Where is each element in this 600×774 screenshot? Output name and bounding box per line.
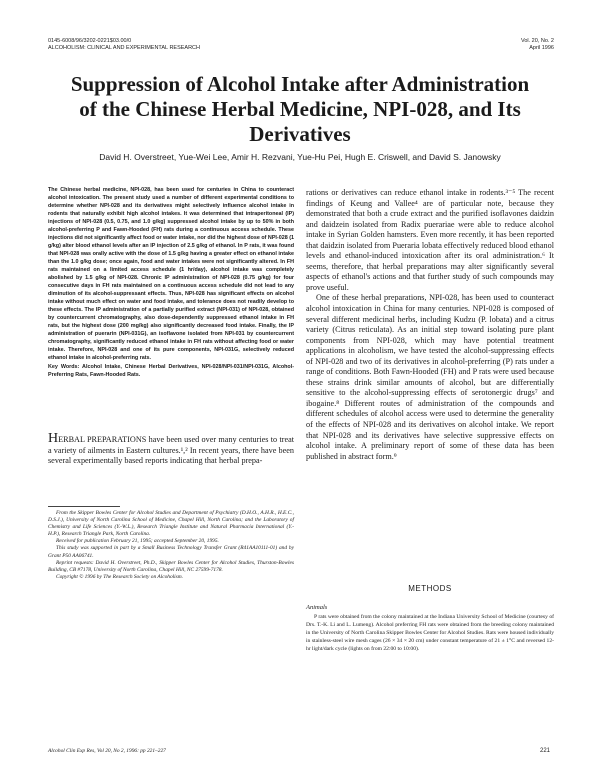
methods-section <box>306 613 554 653</box>
header-left <box>48 38 200 52</box>
intro-smallcaps: ERBAL PREPARATIONS <box>58 435 147 444</box>
citation-footer: Alcohol Clin Exp Res, Vol 20, No 2, 1996: pp 221–227 <box>48 748 166 754</box>
author-list: David H. Overstreet, Yue-Wei Lee, Amir H. Rezvani, Yue-Hu Pei, Hugh E. Criswell, and David S. Janowsky <box>99 152 501 162</box>
header-right <box>460 38 554 52</box>
footnote-affiliations: From the Skipper Bowles Center for Alcohol Studies and Department of Psychiatry (D.H.O., A.H.R., H.E.C., D.S.J.), University of North Carolina School of Medicine, Chapel Hill, North Carolina; and the Laboratory of Chemistry and Life Sciences (Y.-W.L.), Research Triangle Institute and Natural Pharmacia International (Y.-H.P.), Research Triangle Park, North Carolina. <box>48 510 294 538</box>
page-number: 221 <box>540 748 551 754</box>
abstract <box>48 186 294 379</box>
paper-title: Suppression of Alcohol Intake after Administration of the Chinese Herbal Medicine, NPI-028, and Its Derivatives <box>70 72 530 146</box>
animals-heading: Animals <box>306 604 328 611</box>
journal-name: ALCOHOLISM: CLINICAL AND EXPERIMENTAL RESEARCH <box>48 45 200 51</box>
right-paragraph-2: One of these herbal preparations, NPI-028, has been used to counteract alcohol intoxication in China for many centuries. NPI-028 is composed of several different medicinal herbs, including Kudzu (P. lobata) and a citrus variety (Citrus reticulata). As an initial step toward isolating pure plant components from NPI-028, which may have potential treatment applications in alcoholism, we have tested the alcohol-suppressing effects of NPI-028 and two of its derivatives in alcohol-preferring (P) rats under a range of conditions. Both Fawn-Hooded (FH) and P rats were used because these strains drink similar amounts of alcohol, but are differentially sensitive to the alcohol-suppressing effects of serotonergic drugs⁷ and ibogaine.⁸ Different routes of administration of the compounds and different schedules of alcohol access were used to determine the generality of the effects of NPI-028 and its derivatives on alcohol intake. We report that NPI-028 and its derivatives have selective suppressive effects on alcohol intake. A preliminary report of some of these data has been published in abstract form.⁹ <box>306 293 554 461</box>
right-column <box>306 188 554 462</box>
introduction <box>48 431 295 467</box>
keywords: Key Words: Alcohol Intake, Chinese Herbal Derivatives, NPI-028/NPI-031/NPI-031G, Alcohol-Preferring Rats, Fawn-Hooded Rats. <box>48 364 294 378</box>
methods-heading: METHODS <box>408 584 452 593</box>
footnote-reprints: Reprint requests: David H. Overstreet, Ph.D., Skipper Bowles Center for Alcohol Studies, Thurston-Bowles Building, CB #7178, University of North Carolina, Chapel Hill, NC 27599-7178. <box>48 559 294 573</box>
intro-text: have been used over many centuries to treat a variety of ailments in Eastern cultures.¹,² In recent years, there have been several experimentally based reports indicating that herbal prepa- <box>48 435 295 466</box>
footnote-received: Received for publication February 21, 1995; accepted September 20, 1995. <box>56 538 219 545</box>
intro-paragraph <box>48 431 295 467</box>
abstract-text: The Chinese herbal medicine, NPI-028, has been used for centuries in China to counteract alcohol intoxication. The present study used a number of different experimental conditions to determine whether NPI-028 and its derivatives might selectively influence alcohol intake in rodents that naturally exhibit high alcohol intakes. It was determined that intraperitoneal (IP) injections of NPI-028 (0.5, 0.75, and 1.0 g/kg) suppressed alcohol intake by up to 50% in both alcohol-preferring P and Fawn-Hooded (FH) rats during a continuous access schedule. These injections did not significantly affect food or water intake, nor did the highest dose of NPI-028 (1 g/kg) alter blood ethanol levels after an IP injection of 2.5 g/kg of ethanol. In P rats, it was found that NPI-028 was orally active with the dose of 1.5 g/kg having a greater effect on ethanol intake than the 1.0 g/kg dose; once again, food and water intakes were not significantly altered. In FH rats maintained on a limited access schedule (1 hr/day), alcohol intake was completely abolished by 1.5 g/kg of NPI-028. Chronic IP administration of NPI-028 (0.75 g/kg) for four consecutive days in FH rats maintained on a continuous access schedule did not lead to any diminution of its alcohol-suppressant effects. Thus, NPI-028 has significant effects on alcohol intake without much effect on water and food intake, and tolerance does not readily develop to these effects. The IP administration of a partially purified extract (NPI-031) of NPI-028, obtained by countercurrent chromatography, also dose-dependently suppressed ethanol intake in FH rats, but the highest dose (200 mg/kg) also significantly decreased food intake. Finally, the IP administration of puerarin (NPI-031G), an isoflavone isolated from NPI-031 by countercurrent chromatography, significantly reduced ethanol intake in FH rats without affecting food or water intake. Therefore, NPI-028 and one of its pure components, NPI-031G, selectively reduced ethanol intake in alcohol-preferring rats. <box>48 187 294 361</box>
right-paragraph-1: rations or derivatives can reduce ethanol intake in rodents.³⁻⁵ The recent findings of Keung and Vallee⁴ are of particular note, because they demonstrated that both a crude extract and the purified isoflavones daidzin and daidzein isolated from Radix puerariae were able to reduce alcohol intake in Syrian Golden hamsters. Even more recently, it has been reported that daidzin isolated from Pueraria lobata effectively reduced blood ethanol levels and ethanol-induced intoxication after its oral administration.⁶ It seems, therefore, that herbal preparations may alter significantly several aspects of ethanol's actions and that further study of such compounds may prove useful. <box>306 188 554 292</box>
methods-animals-text: P rats were obtained from the colony maintained at the Indiana University School of Medicine (courtesy of Drs. T.-K. Li and L. Lumeng). Alcohol preferring FH rats were obtained from the breeding colony maintained in the University of North Carolina Skipper Bowles Center for Alcohol Studies. Rats were housed individually in stainless-steel wire mesh cages (26 × 34 × 20 cm) under constant temperature of 21 ± 1°C and reversed 12-hr light/dark cycle (lights on from 22:00 to 10:00). <box>306 614 554 652</box>
footnote-copyright: Copyright © 1996 by The Research Society on Alcoholism. <box>56 573 184 580</box>
issue-date: April 1996 <box>529 45 554 51</box>
footnotes <box>48 510 294 581</box>
footnote-funding: This study was supported in part by a Small Business Technology Transfer Grant (R41AA10111-01) and by Grant P50 AA06741. <box>48 545 294 559</box>
footnote-rule <box>48 506 120 507</box>
drop-cap: H <box>48 431 59 446</box>
volume-issue: Vol. 20, No. 2 <box>520 38 554 44</box>
journal-code: 0145-6008/96/3202-0221$03.00/0 <box>48 38 132 44</box>
